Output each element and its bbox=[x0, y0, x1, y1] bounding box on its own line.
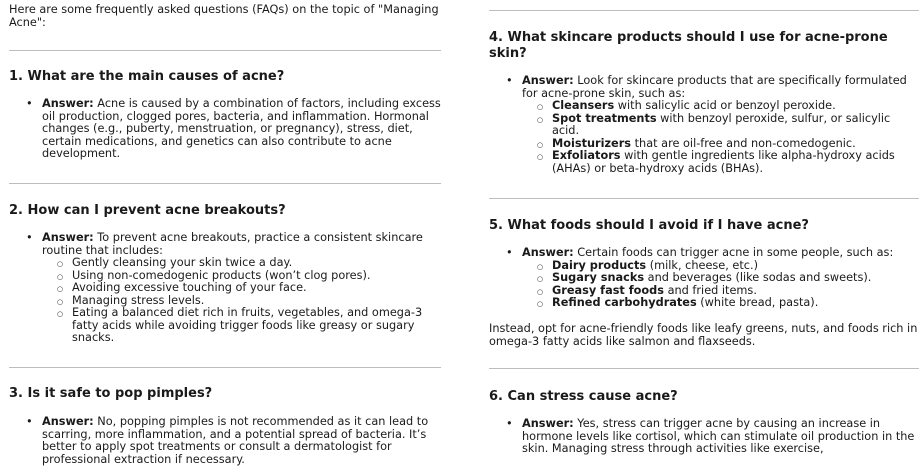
item-text: with benzoyl peroxide, sulfur, or salicylic acid. bbox=[552, 111, 891, 137]
faq1-answer-list bbox=[9, 98, 441, 161]
faq2-answer-list bbox=[9, 232, 441, 345]
answer-label: Answer: bbox=[522, 246, 574, 259]
list-item: ○ Eating a balanced diet rich in fruits, vegetables, and omega-3 fatty acids while avoiding trigger foods like greasy or sugary snacks. bbox=[42, 307, 441, 345]
list-item bbox=[522, 297, 919, 310]
item-bold: Greasy fast foods bbox=[552, 283, 664, 297]
faq2-answer bbox=[9, 232, 441, 345]
faq2-sub-list bbox=[42, 257, 441, 345]
answer-label: Answer: bbox=[42, 415, 94, 428]
faq5-answer-list bbox=[489, 247, 919, 310]
faq6-answer bbox=[489, 418, 919, 456]
faq4-answer bbox=[489, 75, 919, 175]
faq6-answer-list bbox=[489, 418, 919, 456]
divider bbox=[9, 367, 441, 368]
list-item: ○ Avoiding excessive touching of your face. bbox=[42, 282, 441, 295]
intro-text: Here are some frequently asked questions (FAQs) on the topic of "Managing Acne": bbox=[9, 3, 439, 29]
faq3-answer bbox=[9, 416, 441, 466]
faq4-sub-list bbox=[522, 100, 919, 175]
item-text: with gentle ingredients like alpha-hydroxy acids (AHAs) or beta-hydroxy acids (BHAs). bbox=[552, 149, 895, 175]
item-text: (milk, cheese, etc.) bbox=[646, 258, 759, 272]
faq3-answer-list bbox=[9, 416, 441, 466]
item-bold: Sugary snacks bbox=[552, 271, 645, 284]
answer-label: Answer: bbox=[42, 97, 94, 110]
item-bold: Exfoliators bbox=[552, 149, 621, 162]
divider bbox=[489, 198, 919, 199]
item-bold: Refined carbohydrates bbox=[552, 296, 697, 309]
answer-label: Answer: bbox=[522, 417, 574, 430]
faq1-answer-text: Acne is caused by a combination of factors, including excess oil production, clogged pores, bacteria, and inflammation. Hormonal changes (e.g., puberty, menstruation, or pregnancy), stress, diet, certain medications, and genetics can also contribute to acne development. bbox=[42, 97, 441, 160]
item-bold: Spot treatments bbox=[552, 111, 657, 125]
faq1-answer bbox=[9, 98, 441, 161]
item-text: (white bread, pasta). bbox=[696, 296, 819, 309]
item-text: and fried items. bbox=[664, 283, 757, 297]
faq1-question: 1. What are the main causes of acne? bbox=[9, 69, 285, 84]
faq6-question: 6. Can stress cause acne? bbox=[489, 389, 678, 404]
faq5-answer bbox=[489, 247, 919, 310]
faq4-answer-list bbox=[489, 75, 919, 175]
faq5-question: 5. What foods should I avoid if I have acne? bbox=[489, 218, 809, 233]
item-text: with salicylic acid or benzoyl peroxide. bbox=[614, 99, 836, 112]
divider bbox=[489, 368, 919, 369]
faq2-answer-text: To prevent acne breakouts, practice a consistent skincare routine that includes: bbox=[42, 231, 423, 257]
faq5-followup-text: Instead, opt for acne-friendly foods like leafy greens, nuts, and foods rich in omega-3 fatty acids like salmon and flaxseeds. bbox=[489, 322, 918, 348]
answer-label: Answer: bbox=[522, 74, 574, 87]
faq3-answer-text: No, popping pimples is not recommended as it can lead to scarring, more inflammation, and a potential spread of bacteria. It’s better to apply spot treatments or consult a dermatologist for professional extraction if necessary. bbox=[42, 415, 429, 466]
faq5-answer-text: Certain foods can trigger acne in some people, such as: bbox=[573, 246, 894, 259]
faq2-question: 2. How can I prevent acne breakouts? bbox=[9, 203, 286, 218]
item-text: that are oil-free and non-comedogenic. bbox=[631, 136, 856, 150]
list-item: ○ Using non-comedogenic products (won’t clog pores). bbox=[42, 270, 441, 283]
faq5-sub-list bbox=[522, 260, 919, 310]
item-bold: Cleansers bbox=[552, 99, 615, 112]
list-item: ○ Managing stress levels. bbox=[42, 295, 441, 308]
item-bold: Moisturizers bbox=[552, 136, 632, 150]
list-item: ○ Gently cleansing your skin twice a day. bbox=[42, 257, 441, 270]
list-item bbox=[522, 113, 919, 138]
list-item bbox=[522, 150, 919, 175]
faq3-question: 3. Is it safe to pop pimples? bbox=[9, 386, 213, 401]
faq6-answer-text: Yes, stress can trigger acne by causing an increase in hormone levels like cortisol, which can stimulate oil production in the skin. Managing stress through activities like exercise, bbox=[522, 417, 915, 455]
divider bbox=[9, 183, 441, 184]
faq4-answer-text: Look for skincare products that are specifically formulated for acne-prone skin, such as: bbox=[522, 74, 907, 100]
item-bold: Dairy products bbox=[552, 258, 647, 272]
divider bbox=[489, 10, 919, 11]
faq4-question: 4. What skincare products should I use for acne-prone skin? bbox=[489, 30, 888, 61]
item-text: and beverages (like sodas and sweets). bbox=[644, 271, 872, 284]
divider bbox=[9, 50, 441, 51]
answer-label: Answer: bbox=[42, 231, 94, 244]
